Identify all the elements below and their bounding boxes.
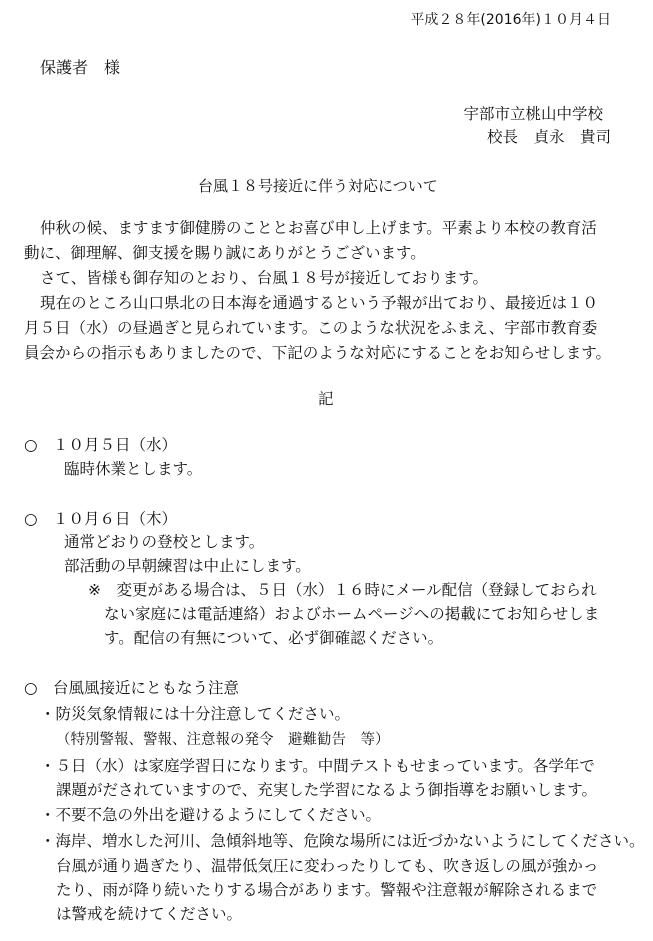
note-line: ない家庭には電話連絡）およびホームページへの掲載にてお知らせしま <box>104 605 600 623</box>
schedule-detail: 部活動の早朝練習は中止にします。 <box>64 557 311 575</box>
letter-title: 台風１８号接近に伴う対応について <box>198 177 438 195</box>
letter-date: 平成２８年(2016年)１０月４日 <box>410 12 611 28</box>
body-line: 動に、御理解、御支援を賜り誠にありがとうございます。 <box>24 244 426 262</box>
schedule-detail: 臨時休業とします。 <box>64 460 203 478</box>
body-line: 現在のところ山口県北の日本海を通過するという予報が出ており、最接近は１０ <box>40 294 599 312</box>
schedule-heading-oct6: ○ １０月６日（木） <box>24 510 178 528</box>
ki-marker: 記 <box>318 390 334 408</box>
caution-heading: ○ 台風風接近にともなう注意 <box>24 679 240 697</box>
body-line: 月５日（水）の昼過ぎと見られています。このような状況をふまえ、宇部市教育委 <box>24 319 598 337</box>
note-line: す。配信の有無について、必ず御確認ください。 <box>104 629 444 647</box>
caution-item: 課題がだされていますので、充実した学習になるよう御指導をお願いします。 <box>56 781 597 799</box>
body-line: さて、皆様も御存知のとおり、台風１８号が接近しております。 <box>40 269 488 287</box>
caution-item: ・５日（水）は家庭学習日になります。中間テストもせまっています。各学年で <box>40 757 595 775</box>
schedule-heading-oct5: ○ １０月５日（水） <box>24 436 178 454</box>
note-line: ※ 変更がある場合は、５日（水）１６時にメール配信（登録しておられ <box>88 581 597 599</box>
recipient: 保護者 様 <box>40 58 121 77</box>
body-line: 員会からの指示もありましたので、下記のような対応にすることをお知らせします。 <box>24 344 611 362</box>
caution-item: ・防災気象情報には十分注意してください。 <box>40 705 351 723</box>
school-name: 宇部市立桃山中学校 <box>463 105 603 123</box>
principal-name: 校長 貞永 貴司 <box>486 128 611 146</box>
schedule-detail: 通常どおりの登校とします。 <box>64 533 265 551</box>
caution-sub: （特別警報、警報、注意報の発令 避難勧告 等） <box>56 732 390 748</box>
caution-item: ・不要不急の外出を避けるようにしてください。 <box>40 806 382 824</box>
caution-item: ・海岸、増水した河川、急傾斜地等、危険な場所には近づかないようにしてください。 <box>40 832 645 850</box>
caution-item: は警戒を続けてください。 <box>56 905 243 923</box>
caution-item: たり、雨が降り続いたりする場合があります。警報や注意報が解除されるまで <box>56 881 598 899</box>
body-line: 仲秋の候、ますます御健勝のこととお喜び申し上げます。平素より本校の教育活 <box>40 219 597 237</box>
caution-item: 台風が通り過ぎたり、温帯低気圧に変わったりしても、吹き返しの風が強かっ <box>56 857 599 875</box>
